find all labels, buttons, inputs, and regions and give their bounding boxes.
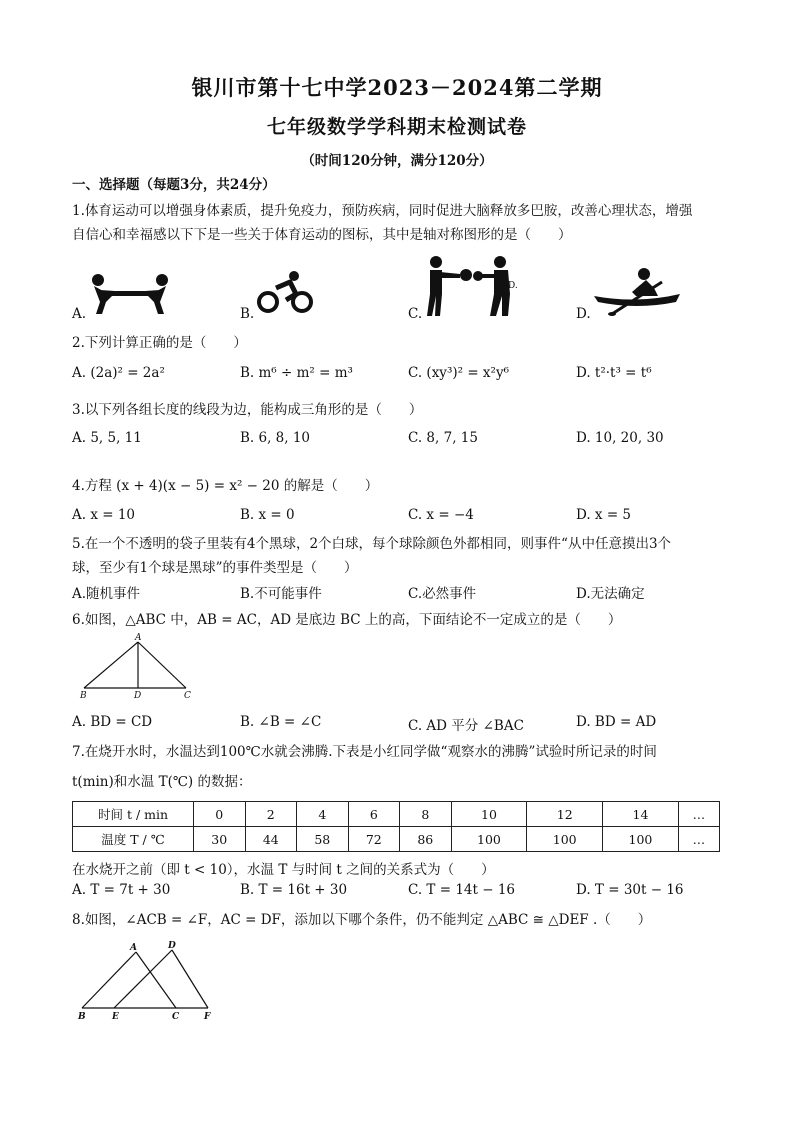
table-cell: 12	[527, 802, 603, 827]
q8-label-c: C	[172, 1012, 180, 1022]
table-cell: 44	[245, 827, 297, 852]
q1-option-b: B.	[240, 306, 255, 322]
q3-option-c: C. 8, 7, 15	[408, 430, 478, 446]
q2-option-d: D. t²·t³ = t⁶	[576, 365, 652, 381]
q1-stem-line2: 自信心和幸福感以下下是一些关于体育运动的图标，其中是轴对称图形的是（ ）	[72, 227, 572, 243]
section-heading-choice: 一、选择题（每题3分，共24分）	[72, 177, 276, 193]
table-cell: 4	[297, 802, 349, 827]
q6-option-d: D. BD = AD	[576, 714, 657, 730]
rowing-icon	[592, 266, 682, 318]
q5-stem-line1: 5.在一个不透明的袋子里装有4个黑球，2个白球，每个球除颜色外都相同，则事件“从中任意摸出3个	[72, 536, 672, 552]
table-cell: 6	[348, 802, 400, 827]
q6-option-c: C. AD 平分 ∠BAC	[408, 718, 524, 734]
q8-label-d: D	[168, 941, 176, 951]
tug-of-war-icon	[86, 268, 176, 318]
cycling-icon	[256, 268, 316, 314]
table-cell: 8	[400, 802, 452, 827]
q5-option-d: D.无法确定	[576, 586, 645, 602]
row-header-time: 时间 t / min	[73, 802, 194, 827]
q7-option-c: C. T = 14t − 16	[408, 882, 516, 898]
exam-time-score: （时间120分钟，满分120分）	[301, 153, 493, 169]
boxing-icon	[424, 254, 520, 320]
table-cell: 72	[348, 827, 400, 852]
table-cell: 14	[603, 802, 679, 827]
table-cell: 0	[194, 802, 246, 827]
table-row-time	[73, 802, 720, 827]
q6-option-b: B. ∠B = ∠C	[240, 714, 322, 730]
q4-option-a: A. x = 10	[72, 507, 136, 523]
q4-stem: 4.方程 (x + 4)(x − 5) = x² − 20 的解是（ ）	[72, 478, 379, 494]
q2-option-c: C. (xy³)² = x²y⁶	[408, 365, 509, 381]
table-cell: 30	[194, 827, 246, 852]
q3-stem: 3.以下列各组长度的线段为边，能构成三角形的是（ ）	[72, 402, 423, 418]
exam-title-school: 银川市第十七中学2023－2024第二学期	[191, 75, 603, 100]
q8-label-b: B	[78, 1012, 86, 1022]
table-cell: …	[678, 827, 719, 852]
q5-option-a: A.随机事件	[72, 586, 141, 602]
q1-stem-line1: 1.体育运动可以增强身体素质，提升免疫力，预防疾病，同时促进大脑释放多巴胺，改善心理状态，增强	[72, 203, 693, 219]
q5-stem-line2: 球，至少有1个球是黑球”的事件类型是（ ）	[72, 560, 358, 576]
q2-option-b: B. m⁶ ÷ m² = m³	[240, 365, 353, 381]
q3-option-d: D. 10, 20, 30	[576, 430, 664, 446]
q3-option-b: B. 6, 8, 10	[240, 430, 311, 446]
q7-stem-line1: 7.在烧开水时，水温达到100℃水就会沸腾.下表是小红同学做“观察水的沸腾”试验时所记录的时间	[72, 744, 657, 760]
q6-stem: 6.如图，△ABC 中，AB = AC，AD 是底边 BC 上的高，下面结论不一定成立的是（ ）	[72, 612, 622, 628]
q7-stem-line3: 在水烧开之前（即 t < 10），水温 T 与时间 t 之间的关系式为（ ）	[72, 862, 495, 878]
q7-stem-line2: t(min)和水温 T(℃) 的数据：	[72, 774, 252, 790]
q4-option-c: C. x = −4	[408, 507, 474, 523]
table-row-temperature	[73, 827, 720, 852]
isosceles-triangle-figure	[78, 632, 198, 702]
table-cell: …	[678, 802, 719, 827]
q2-stem: 2.下列计算正确的是（ ）	[72, 335, 247, 351]
q8-label-f: F	[204, 1012, 211, 1022]
table-cell: 100	[527, 827, 603, 852]
q8-stem: 8.如图，∠ACB = ∠F，AC = DF，添加以下哪个条件，仍不能判定 △ABC ≅ △DEF .（ ）	[72, 912, 652, 928]
q6-label-b: B	[80, 691, 87, 701]
table-cell: 10	[451, 802, 527, 827]
q7-option-a: A. T = 7t + 30	[72, 882, 171, 898]
q6-label-a: A	[135, 633, 142, 643]
q2-option-a: A. (2a)² = 2a²	[72, 365, 165, 381]
table-cell: 100	[451, 827, 527, 852]
q1-option-d: D.	[576, 306, 591, 322]
q6-label-d: D	[134, 691, 142, 701]
table-cell: 2	[245, 802, 297, 827]
q5-option-b: B.不可能事件	[240, 586, 322, 602]
table-cell: 100	[603, 827, 679, 852]
q7-option-b: B. T = 16t + 30	[240, 882, 348, 898]
q8-label-e: E	[112, 1012, 119, 1022]
q5-option-c: C.必然事件	[408, 586, 477, 602]
q1-option-c: C.	[408, 306, 423, 322]
q3-option-a: A. 5, 5, 11	[72, 430, 142, 446]
table-cell: 58	[297, 827, 349, 852]
q6-label-c: C	[184, 691, 191, 701]
q1-option-a: A.	[72, 306, 87, 322]
exam-title-subject: 七年级数学学科期末检测试卷	[266, 116, 527, 138]
boxing-icon-label: D.	[508, 281, 518, 291]
q7-data-table	[72, 801, 720, 852]
two-triangles-figure	[74, 940, 224, 1024]
q4-option-d: D. x = 5	[576, 507, 632, 523]
q4-option-b: B. x = 0	[240, 507, 295, 523]
q7-option-d: D. T = 30t − 16	[576, 882, 684, 898]
q6-option-a: A. BD = CD	[72, 714, 153, 730]
q8-label-a: A	[130, 943, 137, 953]
table-cell: 86	[400, 827, 452, 852]
row-header-temperature: 温度 T / ℃	[73, 827, 194, 852]
